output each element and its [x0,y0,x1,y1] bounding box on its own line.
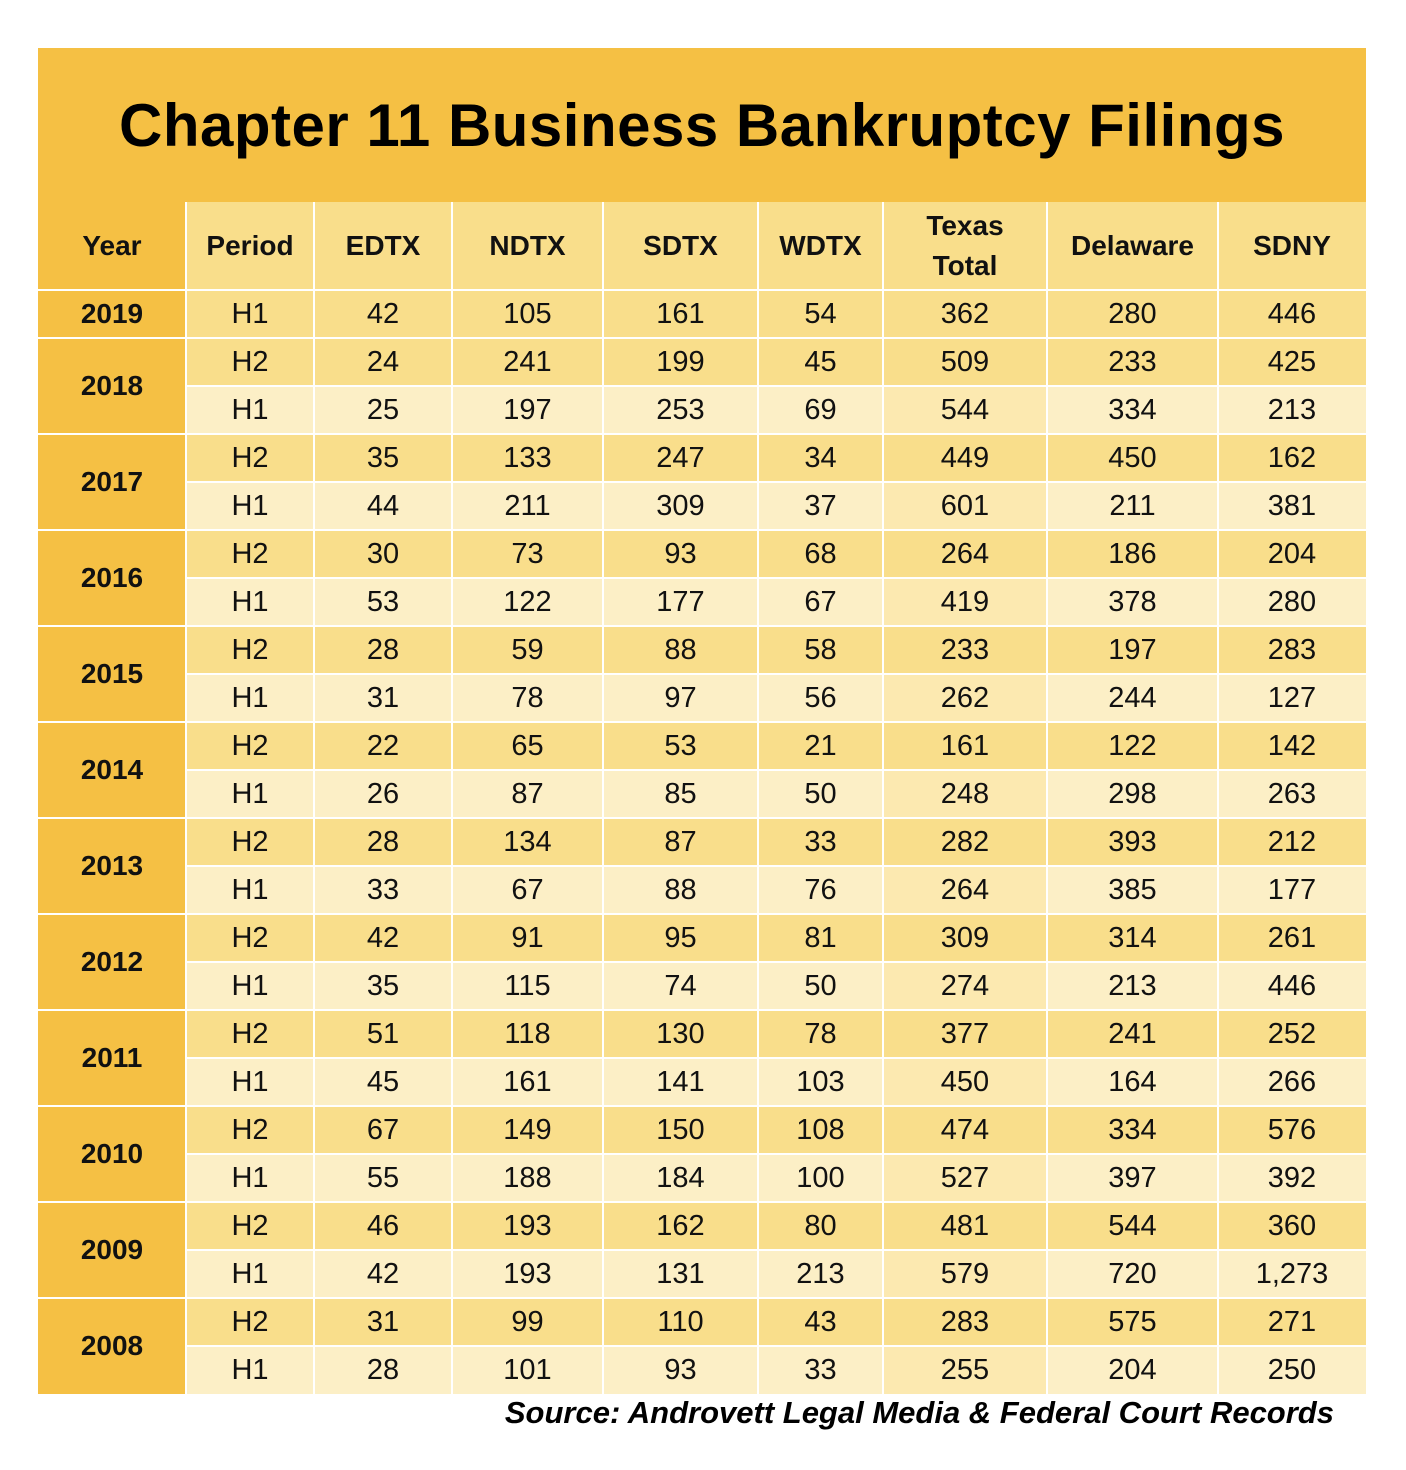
column-header-ndtx: NDTX [452,202,603,290]
value-cell-sdtx: 131 [603,1250,758,1298]
value-cell-ndtx: 65 [452,722,603,770]
value-cell-edtx: 28 [314,626,452,674]
value-cell-ndtx: 197 [452,386,603,434]
value-cell-ndtx: 101 [452,1346,603,1394]
period-cell: H1 [186,674,314,722]
value-cell-texas-total: 264 [883,866,1047,914]
year-cell: 2015 [38,626,186,722]
value-cell-edtx: 53 [314,578,452,626]
period-cell: H2 [186,722,314,770]
value-cell-sdny: 212 [1218,818,1366,866]
row-divider [38,721,1366,723]
value-cell-sdny: 283 [1218,626,1366,674]
row-divider [38,1297,1366,1299]
value-cell-edtx: 42 [314,1250,452,1298]
column-header-year: Year [38,202,186,290]
value-cell-edtx: 45 [314,1058,452,1106]
year-cell: 2017 [38,434,186,530]
value-cell-edtx: 33 [314,866,452,914]
value-cell-sdtx: 53 [603,722,758,770]
period-cell: H2 [186,914,314,962]
value-cell-delaware: 334 [1047,386,1218,434]
value-cell-edtx: 42 [314,914,452,962]
column-header-edtx: EDTX [314,202,452,290]
value-cell-ndtx: 73 [452,530,603,578]
period-cell: H1 [186,386,314,434]
value-cell-sdny: 392 [1218,1154,1366,1202]
value-cell-sdny: 177 [1218,866,1366,914]
value-cell-edtx: 44 [314,482,452,530]
value-cell-texas-total: 309 [883,914,1047,962]
value-cell-sdtx: 110 [603,1298,758,1346]
value-cell-sdtx: 247 [603,434,758,482]
column-divider [757,202,759,1394]
column-header-period: Period [186,202,314,290]
value-cell-sdtx: 85 [603,770,758,818]
value-cell-texas-total: 248 [883,770,1047,818]
period-cell: H2 [186,530,314,578]
value-cell-texas-total: 264 [883,530,1047,578]
value-cell-sdny: 261 [1218,914,1366,962]
value-cell-ndtx: 133 [452,434,603,482]
row-divider [38,337,1366,339]
value-cell-texas-total: 377 [883,1010,1047,1058]
period-cell: H2 [186,338,314,386]
filings-table [38,202,1366,1388]
value-cell-ndtx: 134 [452,818,603,866]
value-cell-ndtx: 122 [452,578,603,626]
value-cell-texas-total: 283 [883,1298,1047,1346]
value-cell-ndtx: 161 [452,1058,603,1106]
value-cell-delaware: 204 [1047,1346,1218,1394]
value-cell-wdtx: 78 [758,1010,883,1058]
value-cell-delaware: 544 [1047,1202,1218,1250]
value-cell-sdny: 142 [1218,722,1366,770]
value-cell-sdny: 360 [1218,1202,1366,1250]
value-cell-wdtx: 34 [758,434,883,482]
value-cell-delaware: 211 [1047,482,1218,530]
value-cell-delaware: 280 [1047,290,1218,338]
value-cell-edtx: 24 [314,338,452,386]
value-cell-wdtx: 100 [758,1154,883,1202]
value-cell-sdny: 266 [1218,1058,1366,1106]
title-banner [38,48,1366,202]
row-divider [186,673,1366,675]
value-cell-delaware: 314 [1047,914,1218,962]
row-divider [186,1153,1366,1155]
value-cell-sdny: 213 [1218,386,1366,434]
value-cell-delaware: 393 [1047,818,1218,866]
year-cell: 2010 [38,1106,186,1202]
value-cell-texas-total: 544 [883,386,1047,434]
row-divider [186,577,1366,579]
value-cell-sdny: 425 [1218,338,1366,386]
value-cell-sdtx: 199 [603,338,758,386]
value-cell-wdtx: 43 [758,1298,883,1346]
value-cell-edtx: 51 [314,1010,452,1058]
value-cell-texas-total: 161 [883,722,1047,770]
column-divider [185,202,187,1394]
value-cell-sdtx: 97 [603,674,758,722]
value-cell-edtx: 26 [314,770,452,818]
period-cell: H2 [186,818,314,866]
value-cell-ndtx: 105 [452,290,603,338]
value-cell-delaware: 122 [1047,722,1218,770]
period-cell: H1 [186,866,314,914]
value-cell-delaware: 241 [1047,1010,1218,1058]
value-cell-delaware: 186 [1047,530,1218,578]
column-header-delaware: Delaware [1047,202,1218,290]
column-divider [1046,202,1048,1394]
value-cell-delaware: 450 [1047,434,1218,482]
period-cell: H1 [186,962,314,1010]
value-cell-edtx: 35 [314,434,452,482]
value-cell-wdtx: 33 [758,1346,883,1394]
value-cell-texas-total: 527 [883,1154,1047,1202]
value-cell-texas-total: 449 [883,434,1047,482]
value-cell-ndtx: 118 [452,1010,603,1058]
value-cell-edtx: 30 [314,530,452,578]
value-cell-ndtx: 59 [452,626,603,674]
period-cell: H1 [186,290,314,338]
value-cell-wdtx: 37 [758,482,883,530]
value-cell-sdtx: 184 [603,1154,758,1202]
period-cell: H2 [186,1202,314,1250]
period-cell: H1 [186,1250,314,1298]
column-header-wdtx: WDTX [758,202,883,290]
value-cell-delaware: 720 [1047,1250,1218,1298]
period-cell: H2 [186,434,314,482]
value-cell-ndtx: 241 [452,338,603,386]
value-cell-edtx: 46 [314,1202,452,1250]
value-cell-texas-total: 362 [883,290,1047,338]
value-cell-sdny: 271 [1218,1298,1366,1346]
value-cell-sdtx: 130 [603,1010,758,1058]
value-cell-sdtx: 253 [603,386,758,434]
value-cell-sdtx: 95 [603,914,758,962]
year-cell: 2008 [38,1298,186,1394]
value-cell-edtx: 31 [314,674,452,722]
value-cell-texas-total: 481 [883,1202,1047,1250]
period-cell: H2 [186,1010,314,1058]
value-cell-sdtx: 88 [603,626,758,674]
value-cell-sdtx: 162 [603,1202,758,1250]
value-cell-edtx: 25 [314,386,452,434]
value-cell-delaware: 197 [1047,626,1218,674]
value-cell-sdtx: 74 [603,962,758,1010]
value-cell-sdny: 446 [1218,962,1366,1010]
column-divider [313,202,315,1394]
value-cell-sdtx: 88 [603,866,758,914]
value-cell-wdtx: 80 [758,1202,883,1250]
period-cell: H1 [186,1346,314,1394]
value-cell-edtx: 22 [314,722,452,770]
row-divider [186,1057,1366,1059]
row-divider [38,1105,1366,1107]
value-cell-sdny: 252 [1218,1010,1366,1058]
value-cell-texas-total: 282 [883,818,1047,866]
value-cell-delaware: 164 [1047,1058,1218,1106]
value-cell-edtx: 42 [314,290,452,338]
value-cell-ndtx: 193 [452,1202,603,1250]
value-cell-sdtx: 309 [603,482,758,530]
value-cell-ndtx: 78 [452,674,603,722]
year-cell: 2014 [38,722,186,818]
value-cell-sdtx: 141 [603,1058,758,1106]
value-cell-delaware: 213 [1047,962,1218,1010]
value-cell-delaware: 378 [1047,578,1218,626]
value-cell-texas-total: 601 [883,482,1047,530]
value-cell-texas-total: 262 [883,674,1047,722]
value-cell-ndtx: 99 [452,1298,603,1346]
value-cell-edtx: 28 [314,818,452,866]
value-cell-texas-total: 579 [883,1250,1047,1298]
table-title: Chapter 11 Business Bankruptcy Filings [118,91,1285,159]
value-cell-sdtx: 93 [603,530,758,578]
value-cell-sdny: 204 [1218,530,1366,578]
value-cell-texas-total: 450 [883,1058,1047,1106]
value-cell-sdny: 1,273 [1218,1250,1366,1298]
year-cell: 2018 [38,338,186,434]
value-cell-sdny: 381 [1218,482,1366,530]
row-divider [186,385,1366,387]
period-cell: H2 [186,1106,314,1154]
year-cell: 2009 [38,1202,186,1298]
value-cell-delaware: 575 [1047,1298,1218,1346]
row-divider [38,1009,1366,1011]
row-divider [38,529,1366,531]
row-divider [38,289,1366,291]
row-divider [38,433,1366,435]
source-note: Source: Androvett Legal Media & Federal Court Records [504,1395,1334,1430]
value-cell-ndtx: 211 [452,482,603,530]
value-cell-wdtx: 68 [758,530,883,578]
value-cell-sdny: 576 [1218,1106,1366,1154]
column-divider [1217,202,1219,1394]
year-cell: 2019 [38,290,186,338]
value-cell-edtx: 55 [314,1154,452,1202]
period-cell: H1 [186,482,314,530]
value-cell-sdtx: 161 [603,290,758,338]
value-cell-ndtx: 193 [452,1250,603,1298]
value-cell-texas-total: 274 [883,962,1047,1010]
value-cell-delaware: 397 [1047,1154,1218,1202]
value-cell-sdny: 127 [1218,674,1366,722]
value-cell-wdtx: 81 [758,914,883,962]
value-cell-ndtx: 149 [452,1106,603,1154]
value-cell-sdtx: 93 [603,1346,758,1394]
row-divider [186,1249,1366,1251]
value-cell-edtx: 28 [314,1346,452,1394]
value-cell-delaware: 334 [1047,1106,1218,1154]
value-cell-wdtx: 50 [758,770,883,818]
column-header-texas-total: Texas Total [883,202,1047,290]
value-cell-sdny: 263 [1218,770,1366,818]
column-header-sdny: SDNY [1218,202,1366,290]
value-cell-ndtx: 188 [452,1154,603,1202]
value-cell-wdtx: 54 [758,290,883,338]
row-divider [186,961,1366,963]
value-cell-delaware: 244 [1047,674,1218,722]
value-cell-wdtx: 56 [758,674,883,722]
value-cell-ndtx: 91 [452,914,603,962]
value-cell-ndtx: 115 [452,962,603,1010]
period-cell: H1 [186,1154,314,1202]
period-cell: H1 [186,770,314,818]
column-header-sdtx: SDTX [603,202,758,290]
value-cell-ndtx: 87 [452,770,603,818]
value-cell-edtx: 35 [314,962,452,1010]
row-divider [38,817,1366,819]
value-cell-wdtx: 45 [758,338,883,386]
value-cell-sdtx: 87 [603,818,758,866]
value-cell-texas-total: 233 [883,626,1047,674]
value-cell-ndtx: 67 [452,866,603,914]
row-divider [38,1201,1366,1203]
year-cell: 2011 [38,1010,186,1106]
row-divider [186,865,1366,867]
value-cell-sdny: 280 [1218,578,1366,626]
value-cell-wdtx: 69 [758,386,883,434]
period-cell: H2 [186,1298,314,1346]
row-divider [186,1345,1366,1347]
period-cell: H1 [186,1058,314,1106]
year-cell: 2016 [38,530,186,626]
row-divider [186,769,1366,771]
value-cell-edtx: 31 [314,1298,452,1346]
row-divider [186,481,1366,483]
value-cell-delaware: 298 [1047,770,1218,818]
value-cell-edtx: 67 [314,1106,452,1154]
column-divider [882,202,884,1394]
year-cell: 2012 [38,914,186,1010]
period-cell: H2 [186,626,314,674]
value-cell-texas-total: 255 [883,1346,1047,1394]
value-cell-wdtx: 21 [758,722,883,770]
value-cell-wdtx: 58 [758,626,883,674]
column-divider [451,202,453,1394]
value-cell-delaware: 385 [1047,866,1218,914]
value-cell-sdtx: 177 [603,578,758,626]
period-cell: H1 [186,578,314,626]
value-cell-texas-total: 474 [883,1106,1047,1154]
value-cell-wdtx: 108 [758,1106,883,1154]
value-cell-wdtx: 67 [758,578,883,626]
value-cell-sdtx: 150 [603,1106,758,1154]
value-cell-texas-total: 509 [883,338,1047,386]
column-divider [602,202,604,1394]
value-cell-wdtx: 76 [758,866,883,914]
value-cell-texas-total: 419 [883,578,1047,626]
value-cell-wdtx: 33 [758,818,883,866]
row-divider [38,913,1366,915]
value-cell-sdny: 446 [1218,290,1366,338]
value-cell-wdtx: 103 [758,1058,883,1106]
year-cell: 2013 [38,818,186,914]
value-cell-sdny: 162 [1218,434,1366,482]
row-divider [38,625,1366,627]
value-cell-sdny: 250 [1218,1346,1366,1394]
value-cell-wdtx: 50 [758,962,883,1010]
value-cell-wdtx: 213 [758,1250,883,1298]
value-cell-delaware: 233 [1047,338,1218,386]
